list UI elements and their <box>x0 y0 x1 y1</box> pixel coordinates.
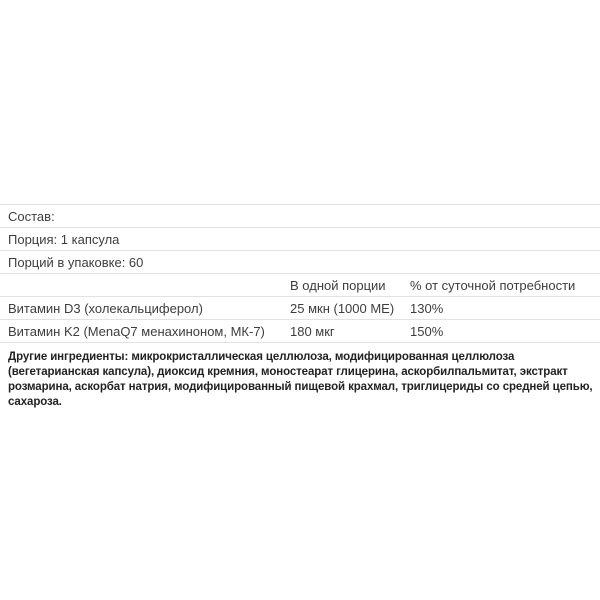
nutrient-name: Витамин D3 (холекальциферол) <box>8 300 203 316</box>
daily-value-column-header: % от суточной потребности <box>410 277 576 293</box>
nutrient-name: Витамин K2 (MenaQ7 менахиноном, МК-7) <box>8 323 265 339</box>
other-ingredients-text: Другие ингредиенты: микрокристаллическая целлюлоза, модифицированная целлюлоза (вегетарианская капсула), диоксид кремния, моностеарат глицерина, аскорбилпальмитат, экстракт розмарина, аскорбат натрия, модифицированный пищевой крахмал, триглицериды со средней цепью, сахароза. <box>8 351 593 408</box>
table-row <box>0 319 600 342</box>
serving-size-label: Порция: 1 капсула <box>8 231 120 247</box>
composition-label: Состав: <box>8 208 55 224</box>
composition-row <box>0 204 600 227</box>
nutrient-amount: 25 мкн (1000 МЕ) <box>290 300 395 316</box>
nutrient-daily-value: 130% <box>410 300 444 316</box>
servings-per-container-label: Порций в упаковке: 60 <box>8 254 144 270</box>
table-row <box>0 296 600 319</box>
supplement-facts-table <box>0 204 600 343</box>
nutrient-amount: 180 мкг <box>290 323 335 339</box>
servings-per-container-row <box>0 250 600 273</box>
serving-size-row <box>0 227 600 250</box>
per-serving-column-header: В одной порции <box>290 277 386 293</box>
table-header-row <box>0 273 600 296</box>
nutrient-daily-value: 150% <box>410 323 444 339</box>
